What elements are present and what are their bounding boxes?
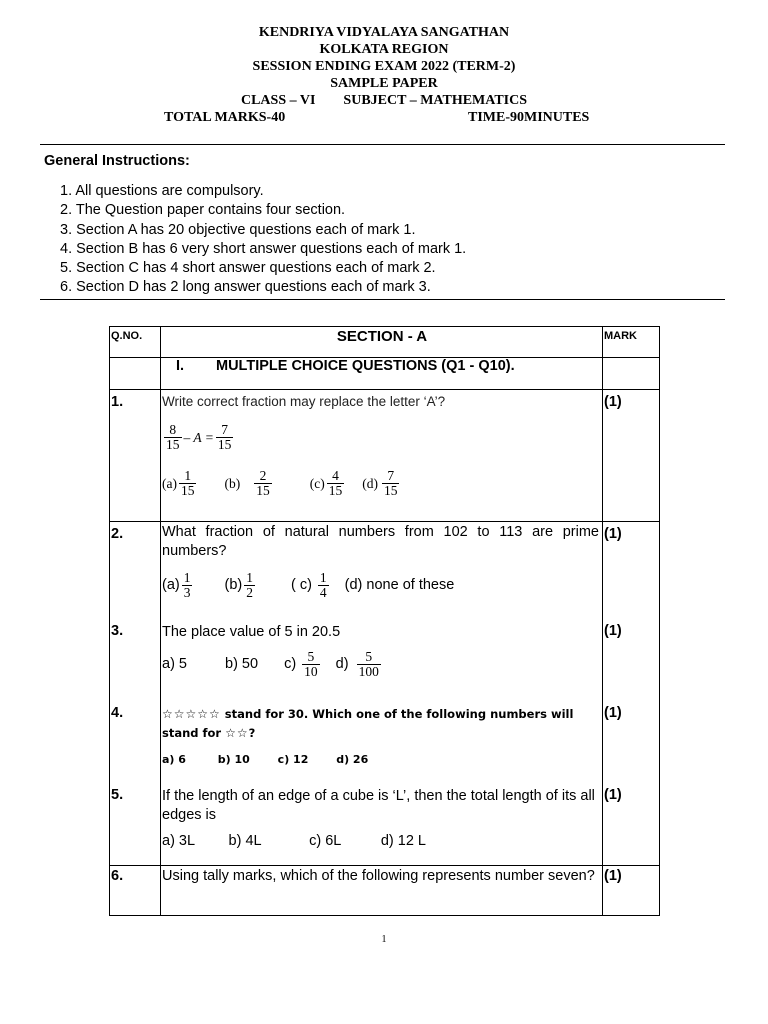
question-text: What fraction of natural numbers from 102 to 113 are prime numbers? bbox=[162, 524, 599, 559]
instructions-divider bbox=[40, 299, 725, 300]
question-mark: (1) bbox=[603, 866, 660, 916]
table-row bbox=[110, 390, 660, 522]
instruction-item: 1. All questions are compulsory. bbox=[60, 183, 264, 199]
question-mark: (1) bbox=[603, 623, 660, 705]
options-row bbox=[162, 469, 602, 498]
subheading-text: MULTIPLE CHOICE QUESTIONS (Q1 - Q10). bbox=[216, 358, 515, 374]
question-number: 6. bbox=[110, 866, 161, 916]
question-text: Write correct fraction may replace the letter ‘A’? bbox=[162, 394, 446, 409]
mark-header: MARK bbox=[603, 327, 660, 358]
equation bbox=[162, 417, 602, 457]
fraction: $\frac{5}{10}$ bbox=[304, 648, 318, 679]
fraction: $\frac{5}{100}$ bbox=[358, 648, 379, 679]
option-c: c) 6L bbox=[309, 832, 341, 849]
option-b: b) 4L bbox=[228, 832, 262, 849]
table-row bbox=[110, 522, 660, 623]
fraction: $\frac{1}{15}$ bbox=[180, 468, 195, 498]
question-mark: (1) bbox=[603, 522, 660, 623]
header-line4: SAMPLE PAPER bbox=[330, 76, 438, 91]
table-row bbox=[110, 866, 660, 916]
section-a-header: SECTION - A bbox=[161, 327, 603, 358]
options-row bbox=[162, 571, 602, 600]
question-number: 5. bbox=[110, 787, 161, 866]
header-line1: KENDRIYA VIDYALAYA SANGATHAN bbox=[258, 25, 510, 40]
option-b: b) 50 bbox=[225, 655, 259, 672]
instruction-item: 4. Section B has 6 very short answer questions each of mark 1. bbox=[60, 240, 467, 257]
question-text: ☆☆☆☆☆ stand for 30. Which one of the following numbers will stand for ☆☆? bbox=[162, 706, 574, 740]
fraction: $\frac{4}{15}$ bbox=[328, 468, 343, 498]
option-a: a) 6 bbox=[162, 752, 186, 766]
option-a: a) 5 bbox=[162, 655, 187, 672]
instructions-title: General Instructions: bbox=[44, 153, 190, 169]
question-table bbox=[109, 326, 660, 916]
question-cell bbox=[161, 390, 603, 522]
option-a: a) 3L bbox=[162, 832, 195, 849]
options-row bbox=[162, 650, 602, 679]
header-divider bbox=[40, 144, 725, 145]
fraction: $\frac{2}{15}$ bbox=[256, 468, 270, 498]
class-label: CLASS – VI bbox=[240, 93, 316, 108]
fraction: $\frac{1}{4}$ bbox=[319, 570, 327, 600]
options-row bbox=[162, 832, 602, 851]
option-d: (d) none of these bbox=[344, 577, 455, 593]
fraction: $\frac{7}{15}$ bbox=[383, 468, 398, 498]
fraction: $\frac{8}{15}$ bbox=[166, 421, 180, 452]
option-c: (c) bbox=[309, 476, 325, 491]
question-cell bbox=[161, 705, 603, 787]
table-row bbox=[110, 787, 660, 866]
question-number: 4. bbox=[110, 705, 161, 787]
star-icon: ☆☆☆☆☆ bbox=[162, 706, 221, 721]
question-cell bbox=[161, 623, 603, 705]
header-line3: SESSION ENDING EXAM 2022 (TERM-2) bbox=[252, 59, 516, 74]
option-d: d) 12 L bbox=[380, 832, 426, 849]
star-icon: ☆☆ bbox=[225, 725, 249, 740]
option-d: d) 26 bbox=[336, 752, 369, 766]
instruction-item: 3. Section A has 20 objective questions each of mark 1. bbox=[60, 221, 416, 238]
subject-label: SUBJECT – MATHEMATICS bbox=[343, 93, 528, 108]
subheading-row bbox=[110, 358, 660, 390]
mcq-subheading bbox=[161, 358, 603, 390]
page-number: 1 bbox=[381, 934, 387, 945]
instruction-item: 5. Section C has 4 short answer questions each of mark 2. bbox=[60, 260, 436, 277]
table-row bbox=[110, 623, 660, 705]
question-text: Using tally marks, which of the following represents number seven? bbox=[161, 866, 603, 916]
option-b: (b) bbox=[224, 577, 243, 593]
question-text: The place value of 5 in 20.5 bbox=[162, 623, 341, 640]
total-marks-label: TOTAL MARKS-40 bbox=[164, 110, 286, 125]
question-cell bbox=[161, 522, 603, 623]
table-row bbox=[110, 705, 660, 787]
table-header-row bbox=[110, 327, 660, 358]
option-b: (b) bbox=[224, 476, 241, 491]
instruction-item: 6. Section D has 2 long answer questions each of mark 3. bbox=[60, 279, 431, 296]
fraction: $\frac{1}{3}$ bbox=[183, 570, 191, 600]
option-a: (a) bbox=[162, 577, 180, 593]
question-mark: (1) bbox=[603, 787, 660, 866]
options-row bbox=[162, 753, 602, 766]
question-number: 2. bbox=[110, 522, 161, 623]
option-a: (a) bbox=[162, 476, 177, 491]
option-c: c) bbox=[284, 655, 297, 672]
option-b: b) 10 bbox=[217, 752, 250, 766]
option-c: ( c) bbox=[290, 577, 312, 593]
qno-header: Q.NO. bbox=[110, 327, 161, 358]
marks-time-row bbox=[0, 109, 768, 126]
time-label: TIME-90MINUTES bbox=[468, 110, 590, 125]
question-text: If the length of an edge of a cube is ‘L’, then the total length of its all edges is bbox=[162, 787, 595, 823]
question-text-part: stand for 30. Which one of the following numbers will stand for bbox=[162, 706, 574, 740]
option-c: c) 12 bbox=[277, 752, 309, 766]
option-d: (d) bbox=[362, 476, 378, 491]
class-subject-row bbox=[0, 92, 768, 109]
equation-middle: – A = bbox=[183, 429, 214, 445]
question-number: 3. bbox=[110, 623, 161, 705]
question-mark: (1) bbox=[603, 390, 660, 522]
fraction: $\frac{1}{2}$ bbox=[246, 570, 253, 600]
question-cell bbox=[161, 787, 603, 866]
question-number: 1. bbox=[110, 390, 161, 522]
fraction: $\frac{7}{15}$ bbox=[217, 421, 232, 452]
paper-header bbox=[0, 24, 768, 126]
option-d: d) bbox=[335, 655, 349, 672]
question-mark: (1) bbox=[603, 705, 660, 787]
instructions-list bbox=[60, 182, 466, 298]
instruction-item: 2. The Question paper contains four section. bbox=[60, 202, 346, 219]
header-line2: KOLKATA REGION bbox=[319, 42, 449, 57]
subheading-number: I. bbox=[176, 358, 185, 374]
